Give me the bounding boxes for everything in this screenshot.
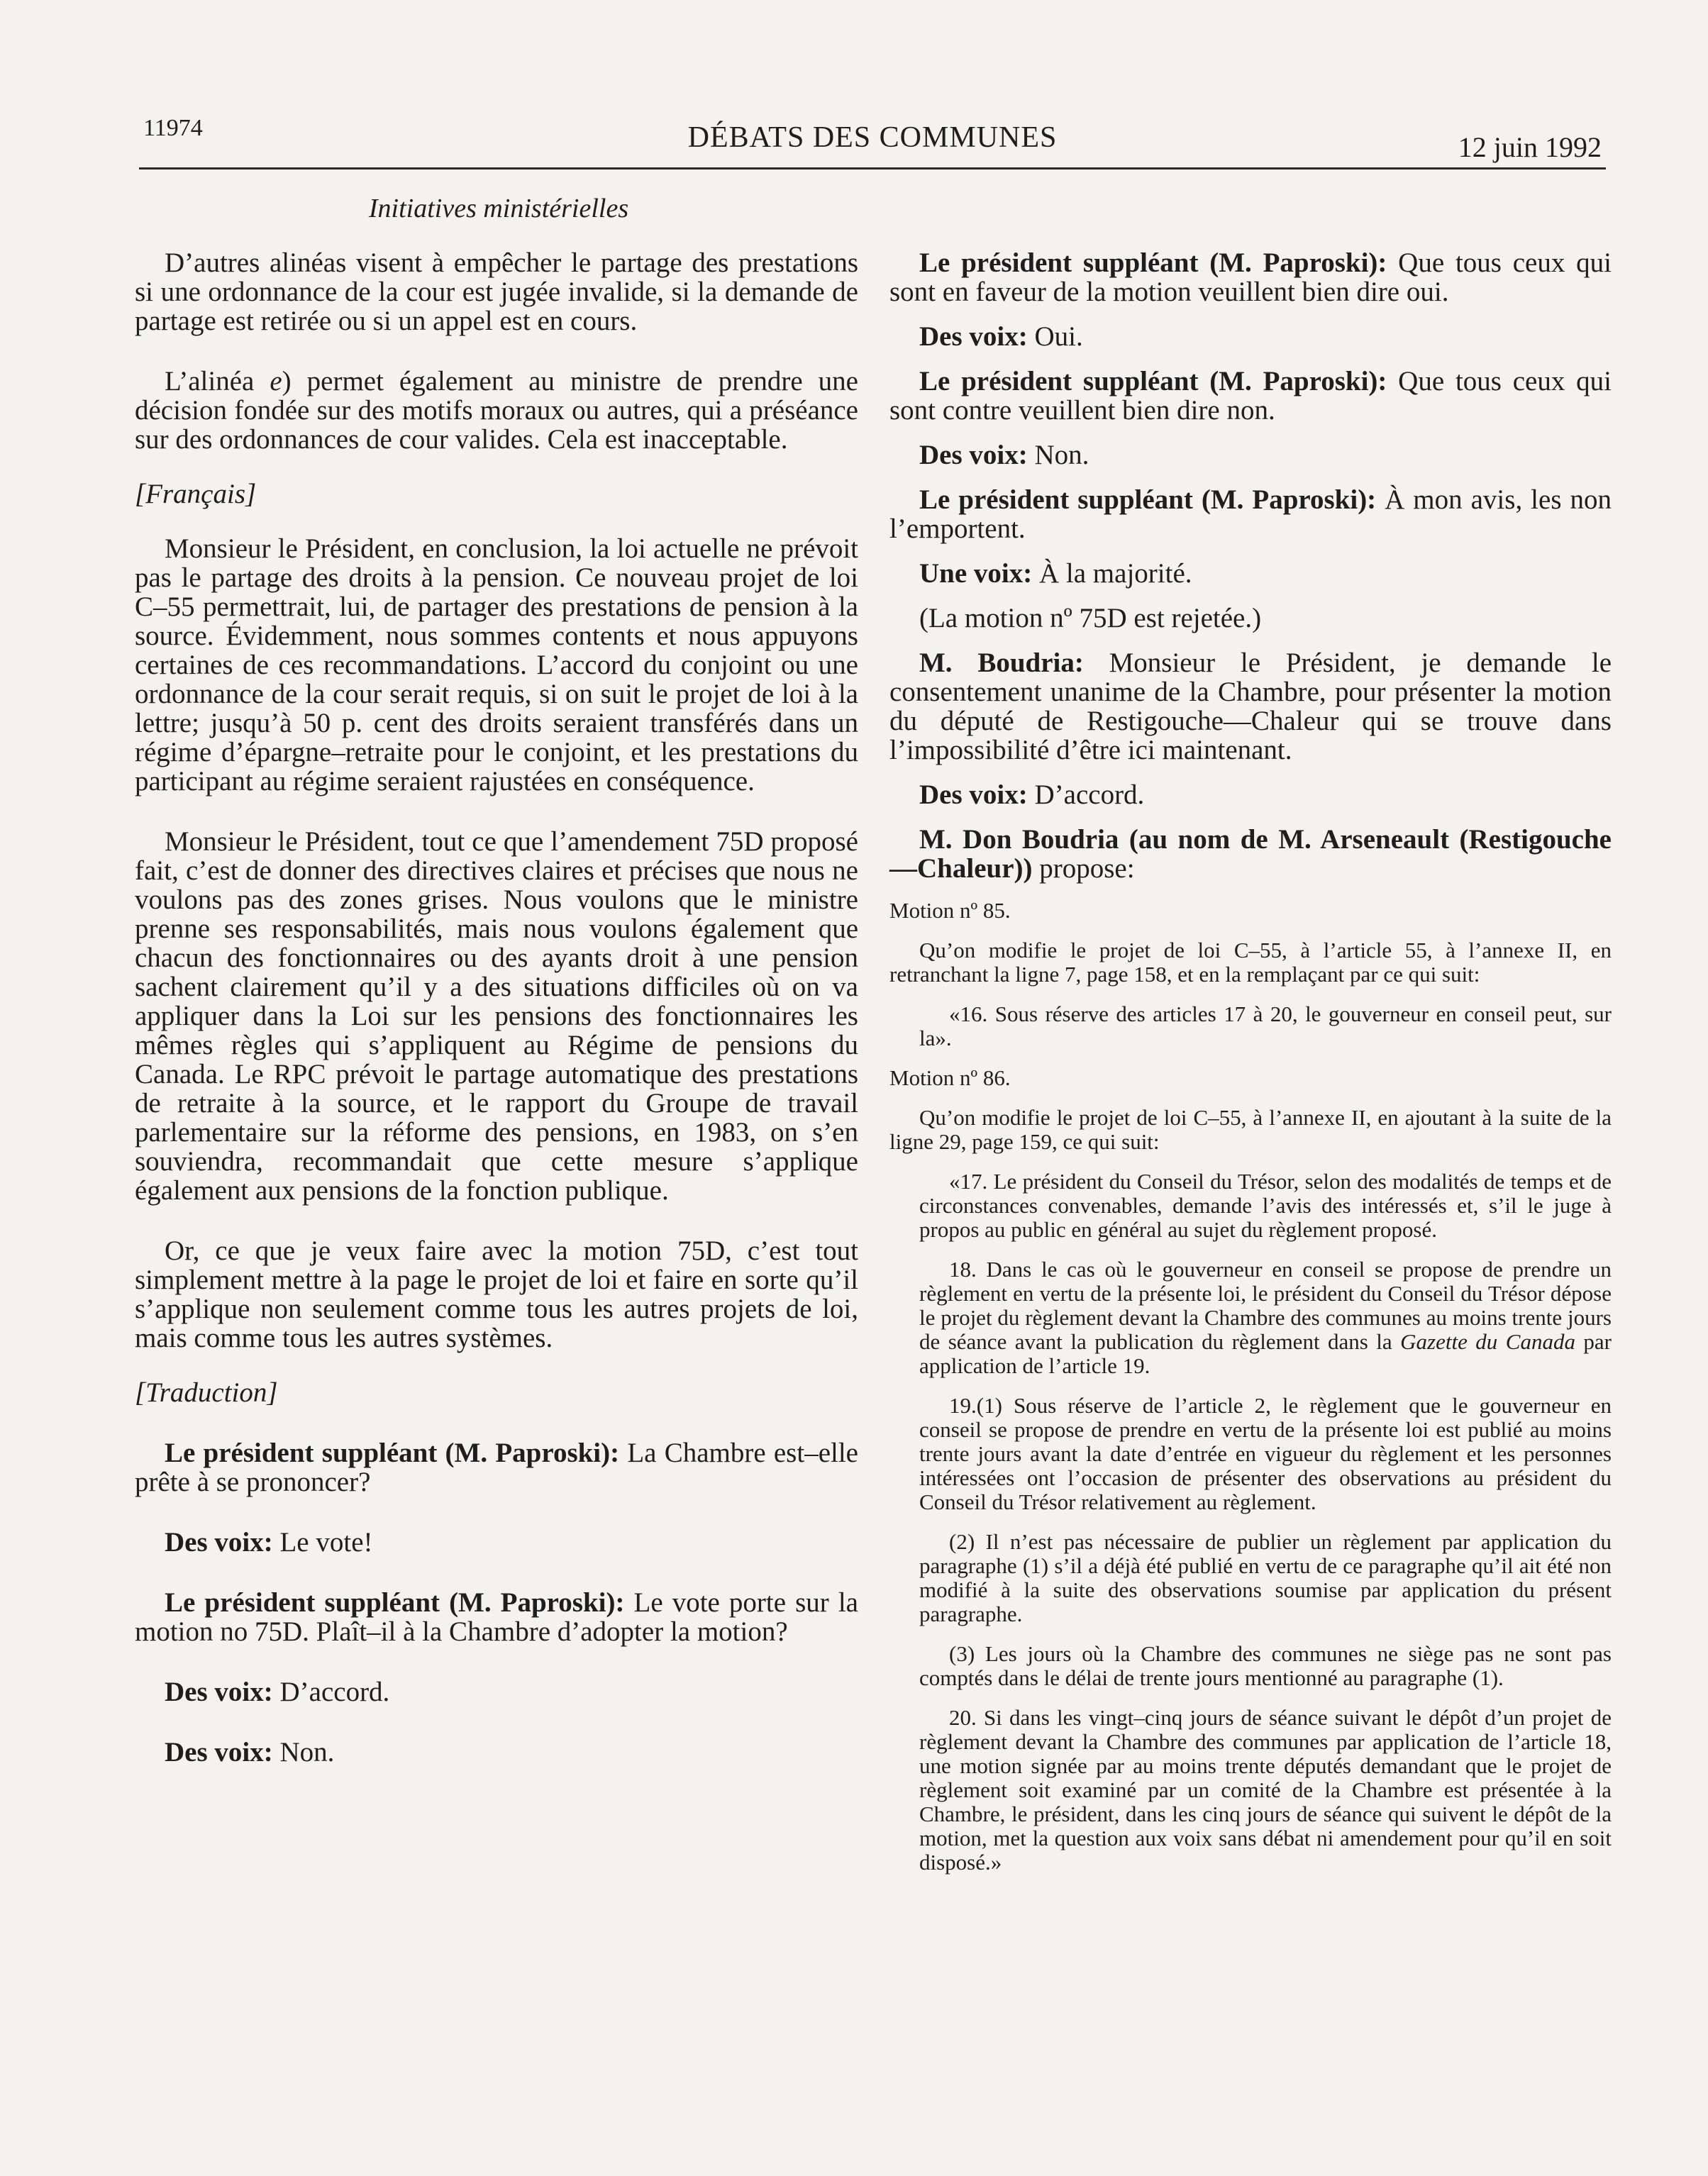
speaker-name: Une voix: xyxy=(919,558,1033,589)
speaker-name: Le président suppléant (M. Paproski): xyxy=(165,1438,620,1468)
language-tag: [Traduction] xyxy=(135,1377,278,1408)
clause-19-1: 19.(1) Sous réserve de l’article 2, le règlement que le gouverneur en conseil se propose de prendre en vertu de la présente loi est publié au moins trente jours avant la date d’entrée en vigueur du règlement et les personnes intéressées ont l’occasion de présenter des observations au président du Conseil du Trésor relativement au règlement. xyxy=(919,1393,1612,1514)
paragraph: L’alinéa e) permet également au ministre de prendre une décision fondée sur des motifs moraux ou autres, qui a préséance sur des ordonnances de cour valides. Cela est inacceptable. xyxy=(135,366,858,455)
clause-17: «17. Le président du Conseil du Trésor, selon des modalités de temps et de circonstances convenables, demande l’avis des intéressés et, s’il le juge à propos au public en général au sujet du règlement proposé. xyxy=(919,1169,1612,1242)
speech: Des voix: Non. xyxy=(165,1737,335,1767)
speech: Des voix: D’accord. xyxy=(919,779,1145,810)
left-column xyxy=(135,248,858,1767)
motion-text: Qu’on modifie le projet de loi C–55, à l’article 55, à l’annexe II, en retranchant la ligne 7, page 158, et en la remplaçant par ce qui suit: xyxy=(889,938,1612,987)
speaker-name: Le président suppléant (M. Paproski): xyxy=(919,366,1387,396)
motion-label: Motion nº 85. xyxy=(889,898,1011,923)
speech: Des voix: Non. xyxy=(919,440,1089,470)
speaker-name: Des voix: xyxy=(919,321,1028,352)
procedural-note: (La motion nº 75D est rejetée.) xyxy=(919,603,1262,633)
page-number: 11974 xyxy=(143,115,203,141)
clause-19-2: (2) Il n’est pas nécessaire de publier un règlement par application du paragraphe (1) s’il a déjà été publié en vertu de ce paragraphe qu’il ait été non modifié à la suite des observations soumise par application du présent paragraphe. xyxy=(919,1529,1612,1626)
speech: Le président suppléant (M. Paproski): La Chambre est–elle prête à se prononcer? xyxy=(135,1438,858,1497)
motion-quote: «16. Sous réserve des articles 17 à 20, le gouverneur en conseil peut, sur la». xyxy=(919,1001,1612,1050)
motion-text: Qu’on modifie le projet de loi C–55, à l’annexe II, en ajoutant à la suite de la ligne 29, page 159, ce qui suit: xyxy=(889,1105,1612,1154)
italic-letter: e xyxy=(270,366,282,396)
clause-20: 20. Si dans les vingt–cinq jours de séance suivant le dépôt d’un projet de règlement devant la Chambre des communes par application de l’article 18, une motion signée par au moins trente députés demandant que le projet de règlement soit examiné par un comité de la Chambre est présentée à la Chambre, le président, dans les cinq jours de séance qui suivent le dépôt de la motion, met la question aux voix sans débat ni amendement pour qu’il en soit disposé.» xyxy=(919,1705,1612,1875)
speech: Le président suppléant (M. Paproski): Que tous ceux qui sont contre veuillent bien dire non. xyxy=(889,366,1612,426)
motion-label: Motion nº 86. xyxy=(889,1065,1011,1090)
paragraph: Or, ce que je veux faire avec la motion 75D, c’est tout simplement mettre à la page le projet de loi et faire en sorte qu’il s’applique non seulement comme tous les autres projets de loi, mais comme tous les autres systèmes. xyxy=(135,1236,858,1353)
speech: Le président suppléant (M. Paproski): Que tous ceux qui sont en faveur de la motion veuillent bien dire oui. xyxy=(889,248,1612,307)
clause-18: 18. Dans le cas où le gouverneur en conseil se propose de prendre un règlement en vertu de la présente loi, le président du Conseil du Trésor dépose le projet du règlement devant la Chambre des communes au moins trente jours de séance avant la publication du règlement dans la Gazette du Canada par application de l’article 19. xyxy=(919,1257,1612,1378)
language-tag: [Français] xyxy=(135,479,257,509)
speech: Le président suppléant (M. Paproski): À mon avis, les non l’emportent. xyxy=(889,484,1612,544)
speaker-name: Le président suppléant (M. Paproski): xyxy=(165,1587,625,1618)
speaker-name: Des voix: xyxy=(165,1527,273,1558)
issue-date: 12 juin 1992 xyxy=(1458,131,1602,163)
section-rubric: Initiatives ministérielles xyxy=(368,194,629,223)
speech: Le président suppléant (M. Paproski): Le vote porte sur la motion no 75D. Plaît–il à la Chambre d’adopter la motion? xyxy=(135,1587,858,1647)
paragraph: Monsieur le Président, en conclusion, la loi actuelle ne prévoit pas le partage des droits à la pension. Ce nouveau projet de loi C–55 permettrait, lui, de partager des prestations de pension à la source. Évidemment, nous sommes contents et nous appuyons certaines de ces recommandations. L’accord du conjoint ou une ordonnance de la cour serait requis, si on suit le projet de loi à la lettre; jusqu’à 50 p. cent des droits seraient transférés dans un régime d’épargne–retraite pour le conjoint, et les prestations du participant au régime seraient rajustées en conséquence. xyxy=(135,533,858,796)
motions-block xyxy=(889,899,1612,1875)
speaker-name: Des voix: xyxy=(165,1677,273,1707)
speaker-name: Le président suppléant (M. Paproski): xyxy=(919,248,1387,278)
speech: M. Don Boudria (au nom de M. Arseneault (Restigouche—Chaleur)) propose: xyxy=(889,824,1612,884)
publication-title: DÉBATS DES COMMUNES xyxy=(687,121,1058,154)
speech: Des voix: D’accord. xyxy=(165,1677,390,1707)
speech: M. Boudria: Monsieur le Président, je demande le consentement unanime de la Chambre, pour présenter la motion du député de Restigouche—Chaleur qui se trouve dans l’impossibilité d’être ici maintenant. xyxy=(889,648,1612,765)
quoted-clauses xyxy=(919,1170,1612,1875)
speech: Une voix: À la majorité. xyxy=(919,558,1192,589)
speaker-name: M. Boudria: xyxy=(919,648,1084,678)
speaker-name: Des voix: xyxy=(165,1737,273,1767)
speaker-name: Des voix: xyxy=(919,440,1028,470)
speech: Des voix: Oui. xyxy=(919,321,1083,352)
right-column xyxy=(889,248,1612,1875)
paragraph: D’autres alinéas visent à empêcher le partage des prestations si une ordonnance de la cour est jugée invalide, si la demande de partage est retirée ou si un appel est en cours. xyxy=(135,248,858,336)
speaker-name: Le président suppléant (M. Paproski): xyxy=(919,484,1377,515)
speaker-name: M. Don Boudria (au nom de M. Arseneault (Restigouche—Chaleur)) xyxy=(889,824,1612,884)
paragraph: Monsieur le Président, tout ce que l’amendement 75D proposé fait, c’est de donner des directives claires et précises que nous ne voulons pas des zones grises. Nous voulons que le ministre prenne ses responsabilités, mais nous voulons également que chacun des fonctionnaires ou des ayants droit à une pension sachent clairement qu’il y a des situations difficiles où on va appliquer dans la Loi sur les pensions des fonctionnaires les mêmes règles qui s’appliquent au Régime de pensions du Canada. Le RPC prévoit le partage automatique des prestations de retraite à la source, et le rapport du Groupe de travail parlementaire sur la réforme des pensions, en 1983, on s’en souviendra, recommandait que cette mesure s’applique également aux pensions de la fonction publique. xyxy=(135,826,858,1206)
running-header xyxy=(139,113,1606,170)
publication-name: Gazette du Canada xyxy=(1400,1329,1575,1354)
clause-19-3: (3) Les jours où la Chambre des communes ne siège pas ne sont pas comptés dans le délai de trente jours mentionné au paragraphe (1). xyxy=(919,1641,1612,1690)
speech: Des voix: Le vote! xyxy=(165,1527,373,1558)
speaker-name: Des voix: xyxy=(919,779,1028,810)
